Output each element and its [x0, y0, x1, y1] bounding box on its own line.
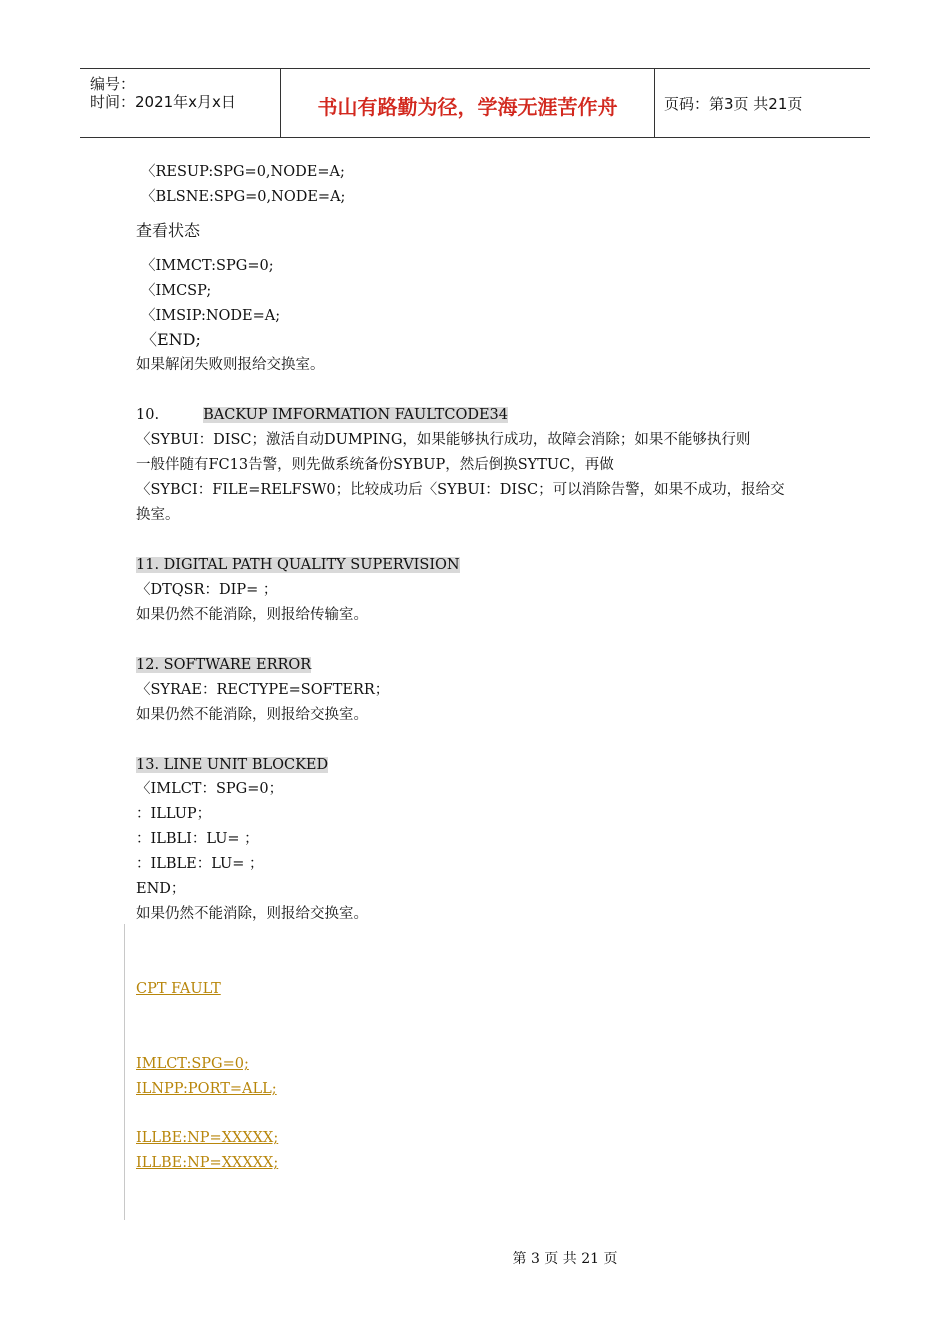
- text-line: ：ILBLE：LU= ；: [136, 856, 264, 872]
- text-line: 如果仍然不能消除，则报给传输室。: [136, 607, 368, 623]
- revision-bar: [124, 924, 125, 1220]
- section-title: 13. LINE UNIT BLOCKED: [136, 757, 329, 773]
- text-line: 〈IMLCT：SPG=0；: [136, 781, 284, 797]
- cmd-line: 〈IMCSP;: [141, 283, 212, 299]
- text-line: 〈SYBCI：FILE=RELFSW0；比较成功后〈SYBUI：DISC；可以消除告警，如果不成功，报给交: [136, 482, 785, 498]
- text-line: 〈DTQSR：DIP= ；: [136, 582, 278, 598]
- cpt-line: ILNPP:PORT=ALL;: [136, 1081, 277, 1097]
- cpt-heading: CPT FAULT: [136, 981, 221, 997]
- section-13-heading: [136, 756, 328, 774]
- section-title: 12. SOFTWARE ERROR: [136, 657, 312, 673]
- text-line: ：ILLUP；: [136, 806, 212, 822]
- text-line: 如果仍然不能消除，则报给交换室。: [136, 707, 368, 723]
- motto: 书山有路勤为径，学海无涯苦作舟: [317, 95, 618, 119]
- date-label: 时间：2021年x月x日: [90, 93, 236, 111]
- cmd-line: 〈BLSNE:SPG=0,NODE=A;: [141, 189, 346, 205]
- page-footer: 第 3 页 共 21 页: [512, 1251, 618, 1267]
- section-11-heading: [136, 556, 460, 574]
- number-label: 编号：: [90, 75, 136, 93]
- text-line: 〈SYRAE：RECTYPE=SOFTERR；: [136, 682, 390, 698]
- page-info: 页码：第3页 共21页: [664, 95, 803, 113]
- cpt-line: ILLBE:NP=XXXXX;: [136, 1130, 279, 1146]
- text-line: END；: [136, 881, 186, 897]
- text-line: 如果解闭失败则报给交换室。: [136, 357, 325, 373]
- text-line: 如果仍然不能消除，则报给交换室。: [136, 906, 368, 922]
- text-line: 〈SYBUI：DISC；激活自动DUMPING，如果能够执行成功，故障会消除；如果不能够执行则: [136, 432, 751, 448]
- text-line: 一般伴随有FC13告警，则先做系统备份SYBUP，然后倒换SYTUC，再做: [136, 457, 614, 473]
- section-12-heading: [136, 656, 311, 674]
- text-line: 换室。: [136, 507, 180, 523]
- section-10-heading: [136, 406, 508, 424]
- page-header: [80, 68, 870, 138]
- header-page-cell: [654, 69, 870, 137]
- cpt-line: ILLBE:NP=XXXXX;: [136, 1155, 279, 1171]
- section-title: 11. DIGITAL PATH QUALITY SUPERVISION: [136, 557, 460, 573]
- cmd-line: 〈IMSIP:NODE=A;: [141, 308, 281, 324]
- cmd-line: 〈END;: [141, 330, 201, 349]
- section-title: BACKUP IMFORMATION FAULTCODE34: [203, 407, 508, 423]
- cpt-line: IMLCT:SPG=0;: [136, 1056, 249, 1072]
- cmd-line: 〈RESUP:SPG=0,NODE=A;: [141, 164, 345, 180]
- section-number: 10.: [136, 407, 160, 423]
- header-motto-cell: [280, 69, 655, 137]
- text-line: 查看状态: [136, 221, 201, 240]
- cmd-line: 〈IMMCT:SPG=0;: [141, 258, 274, 274]
- text-line: ：ILBLI：LU= ；: [136, 831, 259, 847]
- header-meta: [80, 69, 280, 137]
